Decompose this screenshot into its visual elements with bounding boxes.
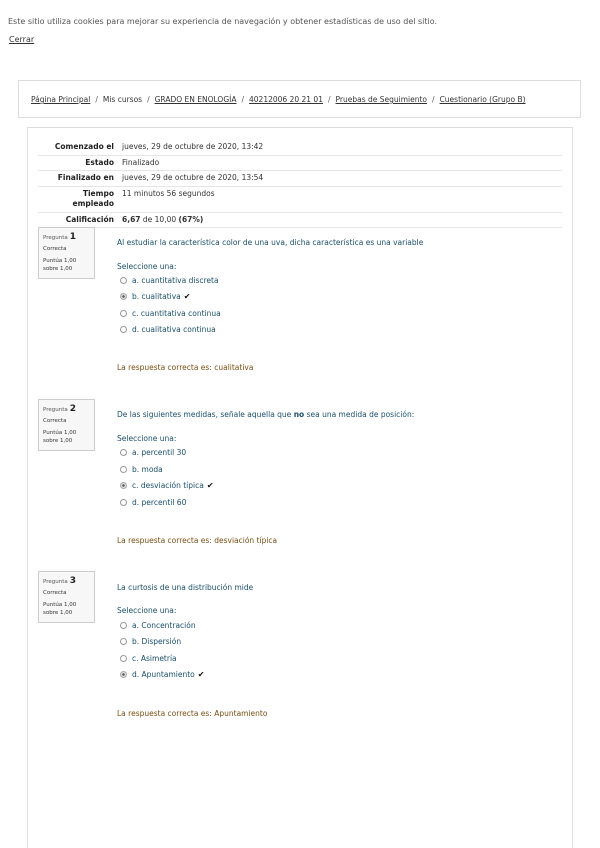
answer-option[interactable]	[120, 292, 190, 301]
option-label: a. percentil 30	[132, 448, 187, 457]
breadcrumb-separator: /	[432, 95, 435, 104]
option-label: a. cuantitativa discreta	[132, 276, 219, 285]
summary-value: jueves, 29 de octubre de 2020, 13:42	[118, 140, 562, 155]
breadcrumb	[31, 95, 526, 104]
radio-button[interactable]	[120, 499, 127, 506]
question-text	[117, 410, 414, 419]
answer-option[interactable]	[120, 276, 219, 285]
summary-label: Calificación	[38, 212, 118, 228]
breadcrumb-separator: /	[95, 95, 98, 104]
question-grade: Puntúa 1,00 sobre 1,00	[43, 430, 77, 444]
cookie-notice-text: Este sitio utiliza cookies para mejorar su experiencia de navegación y obtener estadísticas de uso del sitio.	[8, 17, 438, 26]
question-info-box	[38, 227, 95, 279]
option-label: c. desviación típica	[132, 481, 204, 490]
summary-value: jueves, 29 de octubre de 2020, 13:54	[118, 171, 562, 187]
answer-option[interactable]	[120, 309, 221, 318]
question-label: Pregunta	[43, 235, 68, 241]
radio-button[interactable]	[120, 277, 127, 284]
option-label: d. Apuntamiento	[132, 670, 195, 679]
radio-button[interactable]	[120, 310, 127, 317]
option-label: b. cualitativa	[132, 292, 181, 301]
question-number: 2	[69, 404, 76, 414]
right-answer-feedback: La respuesta correcta es: cualitativa	[117, 363, 254, 372]
select-one-prompt: Seleccione una:	[117, 606, 177, 615]
summary-row-grade	[38, 212, 562, 228]
breadcrumb-home[interactable]: Página Principal	[31, 95, 91, 104]
radio-button[interactable]	[120, 638, 127, 645]
radio-button[interactable]	[120, 449, 127, 456]
answer-option[interactable]	[120, 498, 186, 507]
breadcrumb-bar	[18, 80, 581, 118]
question-text-part: sea una medida de posición:	[304, 410, 415, 419]
question-state: Correcta	[43, 246, 67, 252]
question-grade: Puntúa 1,00 sobre 1,00	[43, 258, 77, 272]
radio-button[interactable]	[120, 466, 127, 473]
breadcrumb-my-courses: Mis cursos	[102, 95, 143, 104]
radio-button[interactable]	[120, 671, 127, 678]
grade-percent: (67%)	[178, 214, 204, 224]
select-one-prompt: Seleccione una:	[117, 434, 177, 443]
breadcrumb-course-code[interactable]: 40212006 20 21 01	[249, 95, 323, 104]
question-text-part: De las siguientes medidas, señale aquella que	[117, 410, 294, 419]
option-label: c. Asimetría	[132, 654, 177, 663]
option-label: b. moda	[132, 465, 163, 474]
question-text-emphasis: no	[293, 410, 305, 419]
option-label: d. percentil 60	[132, 498, 187, 507]
answer-option[interactable]	[120, 465, 163, 474]
answer-option[interactable]	[120, 621, 196, 630]
select-one-prompt: Seleccione una:	[117, 262, 177, 271]
summary-value: 11 minutos 56 segundos	[118, 186, 562, 212]
question-grade: Puntúa 1,00 sobre 1,00	[43, 602, 77, 616]
question-info-box	[38, 399, 95, 451]
breadcrumb-separator: /	[327, 95, 331, 104]
question-label: Pregunta	[43, 579, 68, 585]
breadcrumb-degree[interactable]: GRADO EN ENOLOGÍA	[154, 95, 237, 104]
radio-button[interactable]	[120, 482, 127, 489]
breadcrumb-separator: /	[241, 95, 245, 104]
summary-row-time	[38, 186, 562, 212]
grade-score: 6,67	[122, 214, 141, 224]
right-answer-feedback: La respuesta correcta es: desviación típica	[117, 536, 278, 545]
answer-option[interactable]	[120, 670, 204, 679]
checkmark-icon: ✔	[197, 670, 205, 679]
radio-button[interactable]	[120, 622, 127, 629]
grade-of: de 10,00	[142, 214, 177, 224]
summary-label: Comenzado el	[38, 140, 118, 155]
answer-option[interactable]	[120, 654, 177, 663]
option-label: b. Dispersión	[132, 637, 182, 646]
option-label: c. cuantitativa continua	[132, 309, 221, 318]
answer-option[interactable]	[120, 448, 186, 457]
question-info-box	[38, 571, 95, 623]
checkmark-icon: ✔	[206, 481, 214, 490]
question-label: Pregunta	[43, 407, 68, 413]
breadcrumb-separator: /	[147, 95, 150, 104]
radio-button[interactable]	[120, 326, 127, 333]
summary-row-state	[38, 155, 562, 171]
summary-row-started	[38, 140, 562, 155]
option-label: a. Concentración	[132, 621, 196, 630]
summary-row-finished	[38, 171, 562, 187]
option-label: d. cualitativa continua	[132, 325, 216, 334]
answer-option[interactable]	[120, 637, 181, 646]
answer-option[interactable]	[120, 325, 216, 334]
question-number: 1	[69, 232, 76, 242]
summary-label: Tiempo empleado	[38, 186, 118, 212]
right-answer-feedback: La respuesta correcta es: Apuntamiento	[117, 709, 268, 718]
close-notice-link[interactable]: Cerrar	[9, 35, 35, 44]
question-state: Correcta	[43, 418, 67, 424]
quiz-review-panel	[27, 127, 573, 848]
summary-label: Estado	[38, 155, 118, 171]
breadcrumb-tests[interactable]: Pruebas de Seguimiento	[335, 95, 428, 104]
summary-value	[118, 212, 562, 228]
question-text: Al estudiar la característica color de una uva, dicha característica es una variable	[117, 238, 424, 247]
summary-value: Finalizado	[118, 155, 562, 171]
radio-button[interactable]	[120, 293, 127, 300]
checkmark-icon: ✔	[183, 292, 191, 301]
question-state: Correcta	[43, 590, 67, 596]
radio-button[interactable]	[120, 655, 127, 662]
answer-option[interactable]	[120, 481, 214, 490]
attempt-summary-table	[38, 140, 562, 228]
question-text: La curtosis de una distribución mide	[117, 583, 254, 592]
summary-label: Finalizado en	[38, 171, 118, 187]
breadcrumb-quiz[interactable]: Cuestionario (Grupo B)	[439, 95, 526, 104]
question-number: 3	[69, 576, 76, 586]
